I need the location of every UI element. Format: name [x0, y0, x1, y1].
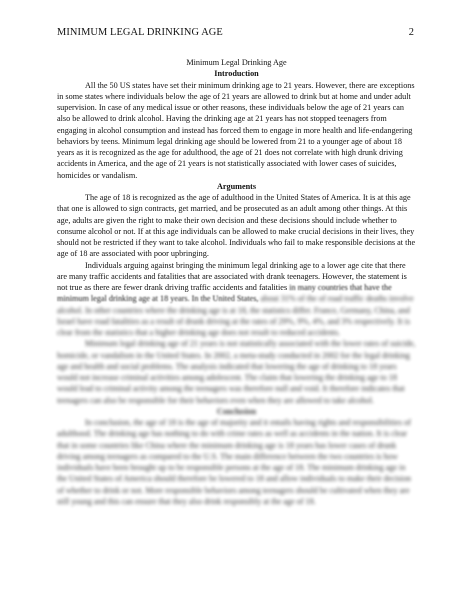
conclusion-heading: Conclusion: [216, 406, 257, 416]
page-number: 2: [408, 27, 414, 38]
introduction-heading: Introduction: [214, 69, 259, 79]
arguments-heading: Arguments: [216, 181, 257, 191]
document-title: Minimum Legal Drinking Age: [186, 58, 287, 67]
conclusion-paragraph: In conclusion, the age of 18 is the age of majority and it entails having rights and responsibilities of adulthood. The drinking age has nothing to do with crime rates as well as accidents in the nation. It is clear that in some countries like China where the minimum drinking age is 18 years has lower cases of drunk driving among teenagers as compared to the U.S. The main difference between the two countries is how individuals have been brought up to be responsible persons at the age of 18. The minimum drinking age in the United States of America should therefore be lowered to 18 and allow individuals to make their decision of whether to drink or not. More responsible behaviors among teenagers should be cultivated when they are still young and this can ensure that they also drink responsibly at the age of 18.: [57, 418, 412, 506]
arguments-paragraph-2-visible: Individuals arguing against bringing the minimum legal drinking age to a lower age cite that there are many traffic accidents and fatalities that are associated with drank teenagers. However, the statement is not true as there are fewer drank driving traffic accidents and fatalities: [57, 260, 407, 292]
arguments-paragraph-3: Minimum legal drinking age of 21 years is not statistically associated with the lower rates of suicide, homicide, or vandalism in the United States. In 2002, a meta-study conducted in 2002 for the legal drinking age and health and social problems. The analysis indicated that lowering the age of drinking to 18 years would not increase criminal activities among adolescent. The claim that lowering the drinking age to 18 would lead to criminal activity among the teenagers was therefore null and void. It therefore indicates that teenagers can also be responsible for their behaviors even when they are allowed to take alcohol.: [57, 339, 416, 405]
running-head-title: MINIMUM LEGAL DRINKING AGE: [57, 27, 223, 38]
running-header: [57, 27, 414, 38]
document-body: [57, 57, 416, 507]
arguments-paragraph-2: [57, 260, 416, 339]
arguments-paragraph-2-blurred: about 31% of the of road traffic deaths involve alcohol. In other countries where the drinking age is at 18, the statistics differ. France, Germany, China, and Israel have road fatalities as a result of drunk driving at the rates of 29%, 9%, 4%, and 3% respectively. It is clear from the statistics that a higher drinking age does not result to reduced accidents.: [57, 294, 414, 337]
introduction-paragraph: All the 50 US states have set their minimum drinking age to 21 years. However, there are exceptions in some states where individuals below the age of 21 years are allowed to drink but at home and under adult supervision. In case of any medical issue or other reasons, these individuals below the age of 21 years can also be allowed to drink alcohol. Having the drinking age at 21 years has not stopped teenagers from engaging in alcohol consumption and instead has forced them to engage in more health and life-endangering behaviors by teens. Minimum legal drinking age should be lowered from 21 to a younger age of about 18 years as it is recognized as the age for adulthood, the age of 21 does not correlate with high drunk driving accidents in America, and the age of 21 years is not statistically associated with lower cases of suicides, homicides or vandalism.: [57, 80, 415, 180]
arguments-paragraph-2-partial: in many countries that have the minimum legal drinking age at 18 years. In the United States,: [57, 283, 392, 304]
arguments-paragraph-1: The age of 18 is recognized as the age of adulthood in the United States of America. It is at this age that one is allowed to sign contracts, get married, and be prosecuted as an adult among other things. At this age, adults are given the right to make their own decision and these decisions should include whether to consume alcohol or not. If at this age individuals can be allowed to make crucial decisions in their lives, they should not be restricted if they want to take alcohol. Individuals who fail to make responsible decisions at the age of 18 are associated with poor upbringing.: [57, 193, 416, 259]
